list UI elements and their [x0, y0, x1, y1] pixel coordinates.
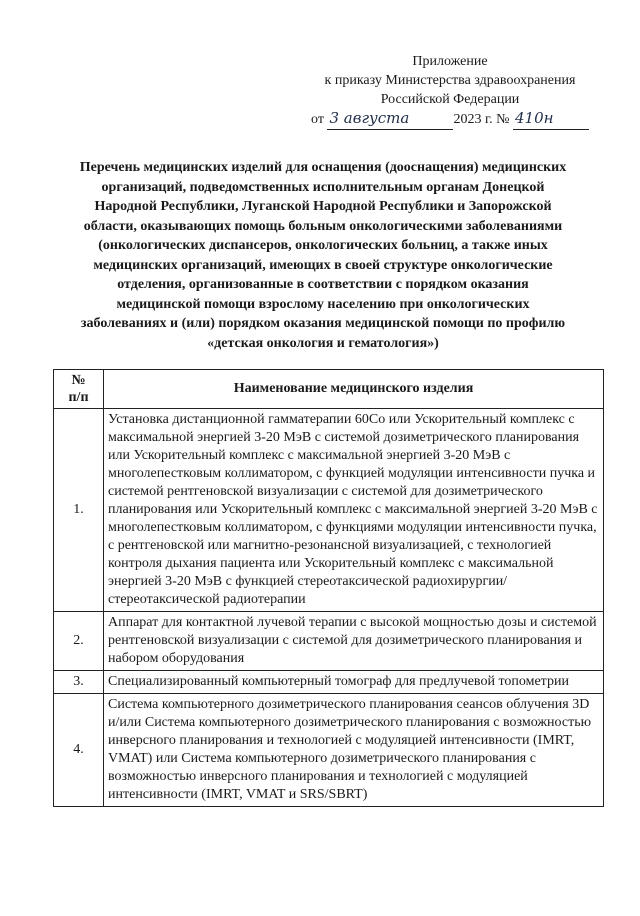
- row-item-name: Установка дистанционной гамматерапии 60Co или Ускорительный комплекс с максимальной энергией 3-20 МэВ с системой дозиметрического планирования или Ускорительный комплекс с максимальной энергией 3-20 МэВ с многолепестковым коллиматором, с функцией модуляции интенсивности пучка и системой рентгеновской визуализации с системой для дозиметрического планирования или Ускорительный комплекс с максимальной энергией 3-20 МэВ с многолепестковым коллиматором, с функциями модуляции интенсивности пучка, с рентгеновской или магнитно-резонансной визуализацией, с технологией контроля дыхания пациента или Ускорительный комплекс с максимальной энергией 3-20 МэВ с функцией стереотаксической радиохирургии/ стереотаксической радиотерапии: [104, 409, 604, 612]
- order-reference: к приказу Министерства здравоохранения: [324, 73, 576, 88]
- row-item-name: Специализированный компьютерный томограф для предлучевой топометрии: [104, 671, 604, 694]
- column-header-number: [54, 370, 104, 409]
- number-header-line2: п/п: [68, 390, 89, 405]
- table-header-row: [54, 370, 604, 409]
- row-item-name: Система компьютерного дозиметрического планирования сеансов облучения 3D и/или Система компьютерного дозиметрического планирования с возможностью инверсного планирования и технологией с модуляцией интенсивности (IMRT, VMAT) или Система компьютерного дозиметрического планирования с возможностью инверсного планирования и технологией с модуляцией интенсивности (IMRT, VMAT и SRS/SBRT): [104, 694, 604, 807]
- appendix-label: Приложение: [412, 54, 488, 69]
- date-field: [327, 109, 453, 130]
- table-row: [54, 694, 604, 807]
- row-item-name: Аппарат для контактной лучевой терапии с высокой мощностью дозы и системой рентгеновской визуализации с системой для дозиметрического планирования и набором оборудования: [104, 612, 604, 671]
- number-field: [513, 109, 589, 130]
- row-number: 4.: [54, 694, 104, 807]
- number-header-line1: №: [71, 373, 86, 388]
- table-row: [54, 671, 604, 694]
- ministry-country: Российской Федерации: [380, 92, 520, 107]
- handwritten-number: 410н: [514, 109, 554, 127]
- document-title: Перечень медицинских изделий для оснащения (дооснащения) медицинских организаций, подведомственных исполнительным органам Донецкой Народной Республики, Луганской Народной Республики и Запорожской области, оказывающих помощь больным онкологическими заболеваниями (онкологических диспансеров, онкологических больниц, а также иных медицинских организаций, имеющих в своей структуре онкологические отделения, организованные в соответствии с порядком оказания медицинской помощи взрослому населению при онкологических заболеваниях и (или) порядком оказания медицинской помощи по профилю «детская онкология и гематология»): [79, 160, 567, 351]
- year-number-label: 2023 г. №: [453, 112, 510, 127]
- table-row: [54, 612, 604, 671]
- appendix-block: [300, 52, 600, 130]
- table-row: [54, 409, 604, 612]
- handwritten-date: 3 августа: [329, 109, 410, 127]
- column-header-name: Наименование медицинского изделия: [104, 370, 604, 409]
- from-label: от: [311, 112, 324, 127]
- order-date-line: [300, 109, 600, 130]
- row-number: 2.: [54, 612, 104, 671]
- equipment-table: [53, 369, 604, 807]
- row-number: 3.: [54, 671, 104, 694]
- row-number: 1.: [54, 409, 104, 612]
